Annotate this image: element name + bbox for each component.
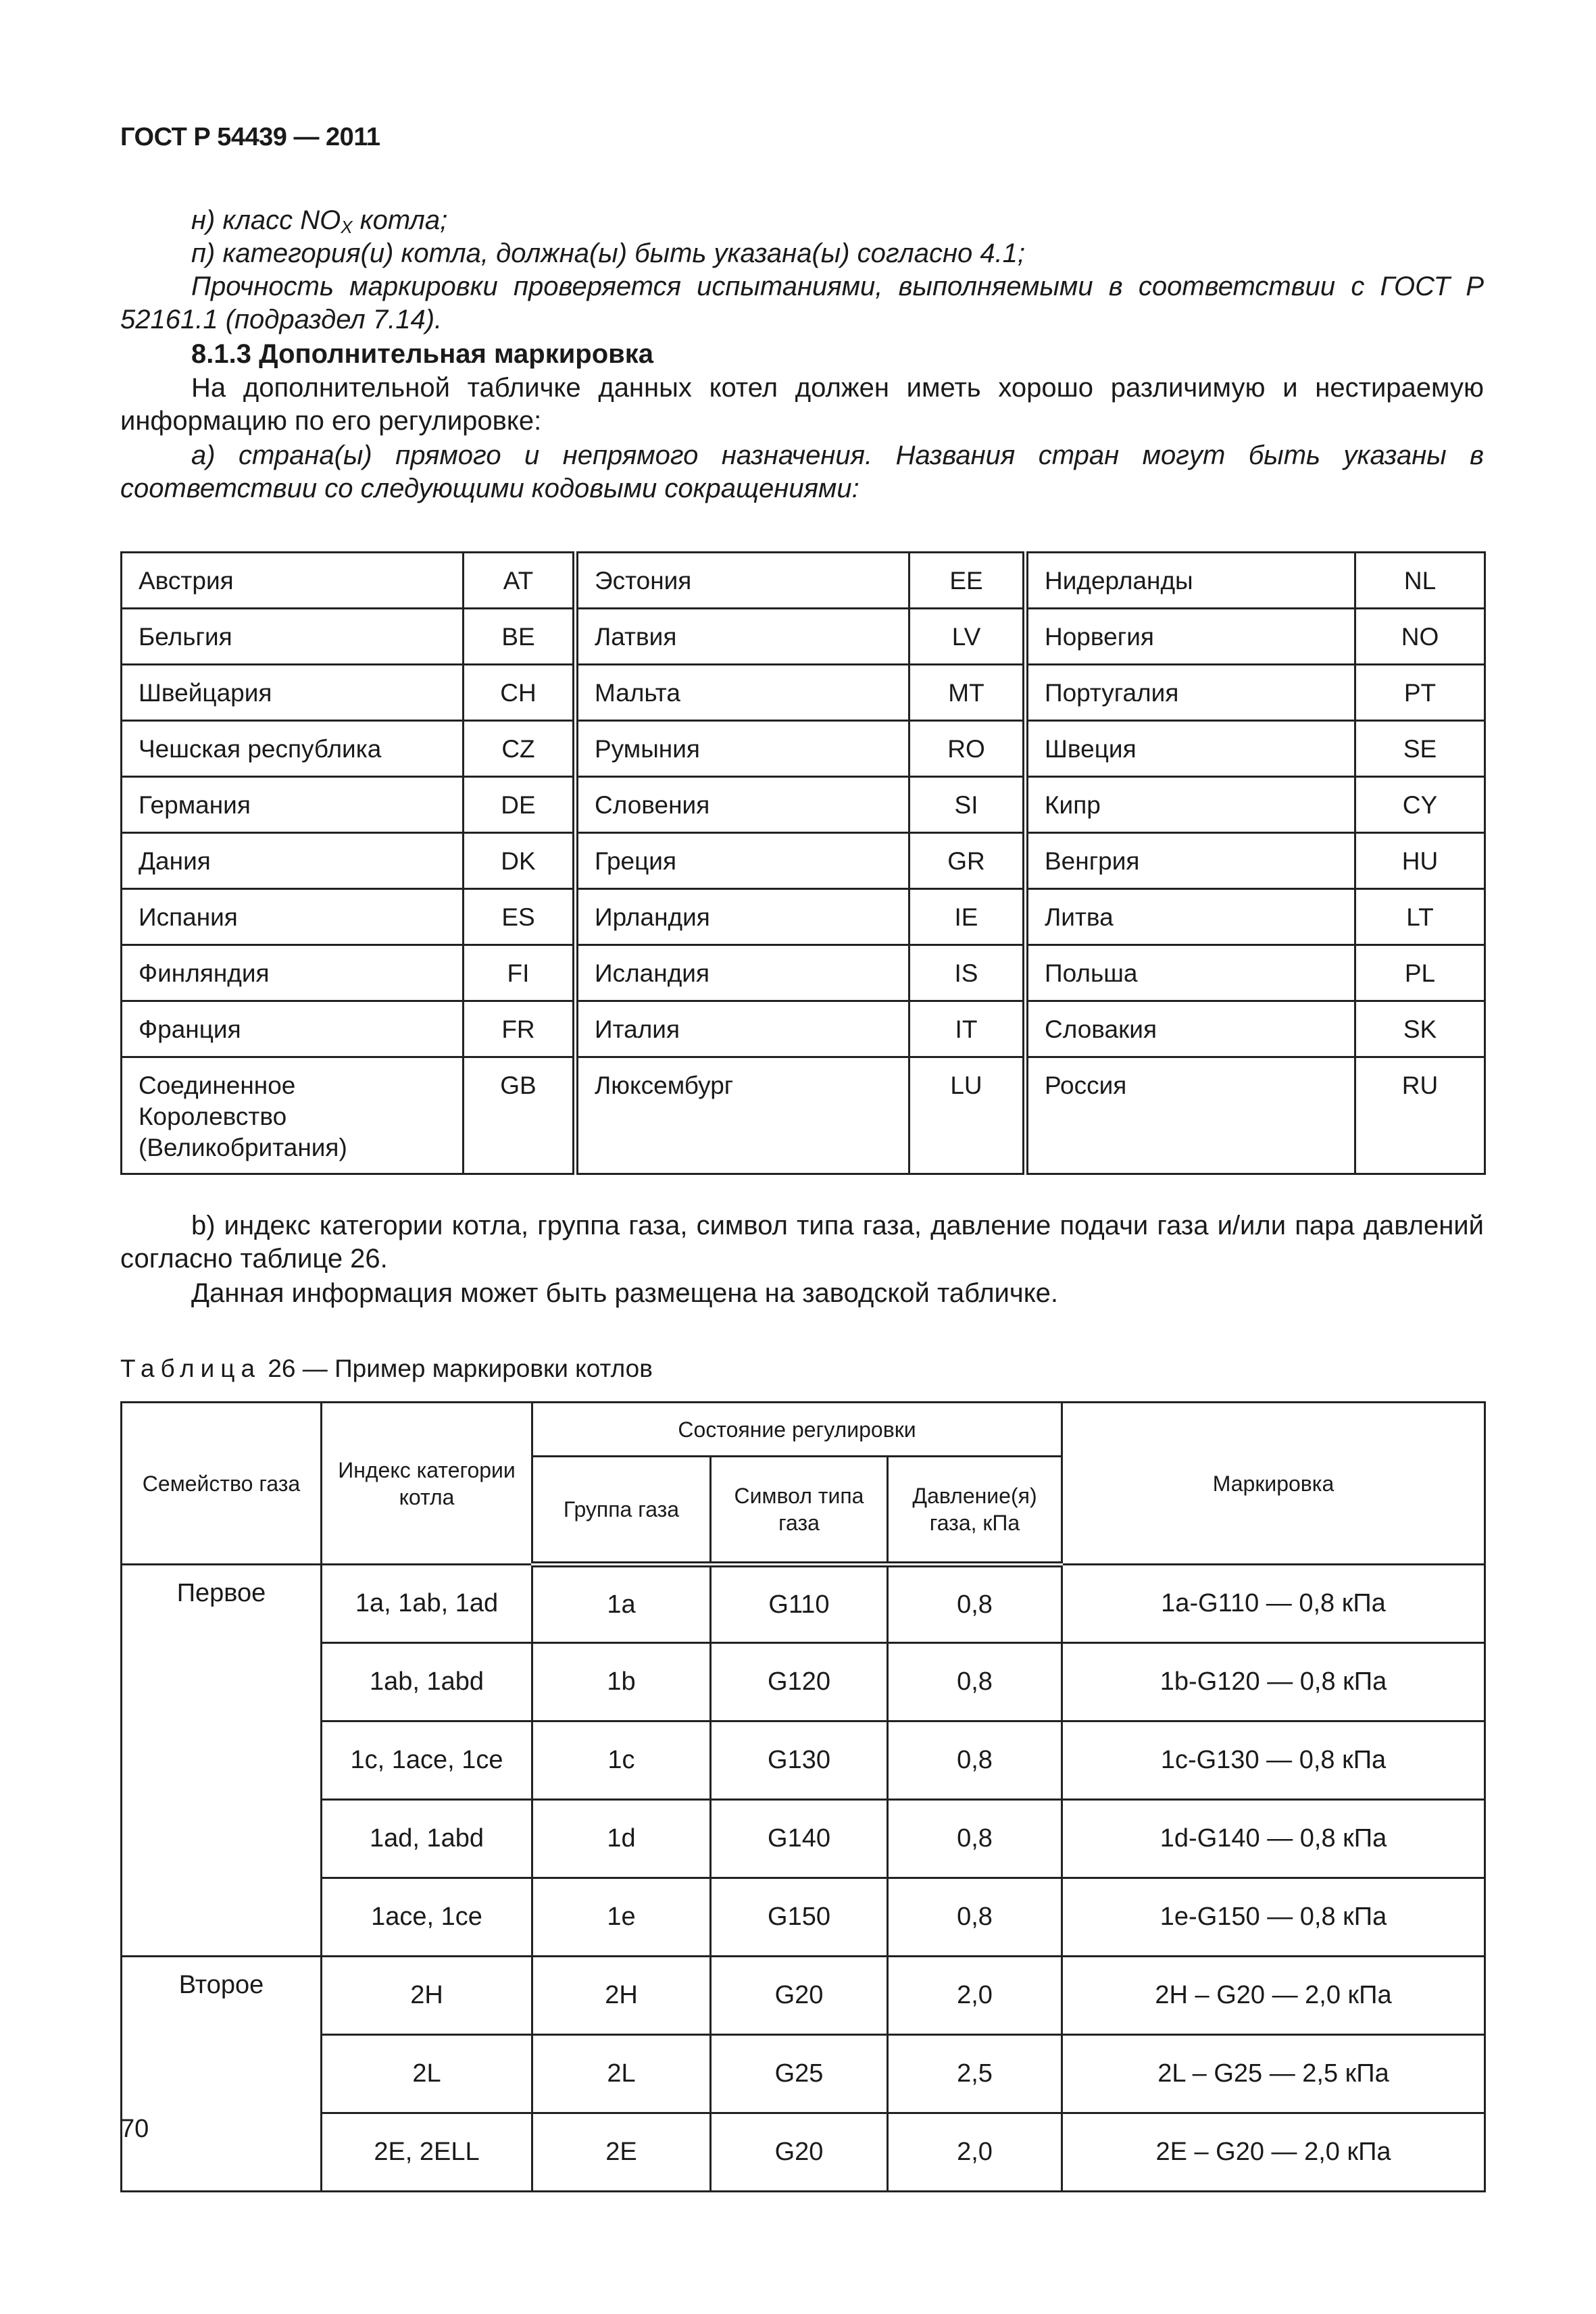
marking: 2H – G20 — 2,0 кПа xyxy=(1062,1957,1485,2035)
gas-symbol: G130 xyxy=(711,1721,888,1800)
gas-group: 1с xyxy=(532,1721,711,1800)
header-pressure: Давление(я) газа, кПа xyxy=(888,1457,1062,1565)
gas-family xyxy=(122,2035,322,2113)
country-code: PL xyxy=(1355,945,1485,1001)
marking: 1e-G150 — 0,8 кПа xyxy=(1062,1878,1485,1957)
category-index: 1аd, 1аbd xyxy=(322,1800,532,1878)
marking-row xyxy=(122,2113,1485,2192)
country-code: AT xyxy=(464,553,576,609)
gas-symbol: G110 xyxy=(711,1565,888,1643)
country-name: Россия xyxy=(1026,1057,1355,1174)
header-marking: Маркировка xyxy=(1062,1403,1485,1565)
item-n: н) класс $NO_X$ котла; xyxy=(191,205,448,237)
country-code: SE xyxy=(1355,721,1485,777)
country-code: CZ xyxy=(464,721,576,777)
table-caption: Таблица 26 — Пример маркировки котлов xyxy=(120,1355,653,1382)
gas-pressure: 2,5 xyxy=(888,2035,1062,2113)
marking-row xyxy=(122,1721,1485,1800)
header-symbol: Символ типа газа xyxy=(711,1457,888,1565)
country-name: Чешская республика xyxy=(122,721,464,777)
country-name: Литва xyxy=(1026,889,1355,945)
country-code: DE xyxy=(464,777,576,833)
gas-symbol: G25 xyxy=(711,2035,888,2113)
country-code: CH xyxy=(464,665,576,721)
country-name: Эстония xyxy=(576,553,909,609)
document-header: ГОСТ Р 54439 — 2011 xyxy=(120,123,380,151)
item-p: п) категория(и) котла, должна(ы) быть указана(ы) согласно 4.1; xyxy=(191,238,1026,268)
country-name: Венгрия xyxy=(1026,833,1355,889)
country-name: Люксембург xyxy=(576,1057,909,1174)
gas-family xyxy=(122,1800,322,1878)
page-number: 70 xyxy=(120,2115,149,2143)
gas-symbol: G150 xyxy=(711,1878,888,1957)
country-code: RO xyxy=(909,721,1026,777)
country-name: Нидерланды xyxy=(1026,553,1355,609)
country-code: NO xyxy=(1355,609,1485,665)
marking: 1b-G120 — 0,8 кПа xyxy=(1062,1643,1485,1721)
gas-family xyxy=(122,1643,322,1721)
country-code: SK xyxy=(1355,1001,1485,1057)
gas-family: Второе xyxy=(122,1957,322,2035)
gas-symbol: G120 xyxy=(711,1643,888,1721)
country-code: IS xyxy=(909,945,1026,1001)
country-code: SI xyxy=(909,777,1026,833)
country-name: Ирландия xyxy=(576,889,909,945)
gas-symbol: G20 xyxy=(711,1957,888,2035)
marking: 1c-G130 — 0,8 кПа xyxy=(1062,1721,1485,1800)
header-state: Состояние регулировки xyxy=(532,1403,1062,1457)
category-index: 2Н xyxy=(322,1957,532,2035)
country-name: Латвия xyxy=(576,609,909,665)
country-code: CY xyxy=(1355,777,1485,833)
country-row xyxy=(122,777,1485,833)
gas-pressure: 0,8 xyxy=(888,1878,1062,1957)
country-code: GR xyxy=(909,833,1026,889)
category-index: 2L xyxy=(322,2035,532,2113)
marking-table xyxy=(120,1401,1486,2192)
category-index: 1а, 1аb, 1аd xyxy=(322,1565,532,1643)
country-code: HU xyxy=(1355,833,1485,889)
country-row xyxy=(122,665,1485,721)
marking: 2E – G20 — 2,0 кПа xyxy=(1062,2113,1485,2192)
country-row xyxy=(122,721,1485,777)
gas-group: 1а xyxy=(532,1565,711,1643)
country-code: ES xyxy=(464,889,576,945)
country-row xyxy=(122,833,1485,889)
header-family: Семейство газа xyxy=(122,1403,322,1565)
item-b: b) индекс категории котла, группа газа, символ типа газа, давление подачи газа и/или пара давлений согласно таблице 26. xyxy=(120,1211,1484,1274)
country-row xyxy=(122,945,1485,1001)
country-name: Мальта xyxy=(576,665,909,721)
country-code: GB xyxy=(464,1057,576,1174)
marking-row xyxy=(122,1565,1485,1643)
marking: 1d-G140 — 0,8 кПа xyxy=(1062,1800,1485,1878)
country-row xyxy=(122,609,1485,665)
marking-row xyxy=(122,1643,1485,1721)
gas-symbol: G140 xyxy=(711,1800,888,1878)
marking-row xyxy=(122,1800,1485,1878)
header-group: Группа газа xyxy=(532,1457,711,1565)
item-a: а) страна(ы) прямого и непрямого назначения. Названия стран могут быть указаны в соответствии со следующими кодовыми сокращениями: xyxy=(120,441,1484,503)
country-code: MT xyxy=(909,665,1026,721)
marking: 1a-G110 — 0,8 кПа xyxy=(1062,1565,1485,1643)
country-name: Германия xyxy=(122,777,464,833)
country-name: Польша xyxy=(1026,945,1355,1001)
country-row xyxy=(122,553,1485,609)
country-row xyxy=(122,1001,1485,1057)
country-name: Австрия xyxy=(122,553,464,609)
gas-family xyxy=(122,1721,322,1800)
gas-symbol: G20 xyxy=(711,2113,888,2192)
gas-pressure: 0,8 xyxy=(888,1565,1062,1643)
gas-group: 1d xyxy=(532,1800,711,1878)
country-name: Соединенное Королевство (Великобритания) xyxy=(122,1057,464,1174)
section-intro: На дополнительной табличке данных котел должен иметь хорошо различимую и нестираемую информацию по его регулировке: xyxy=(120,373,1484,436)
country-name: Бельгия xyxy=(122,609,464,665)
header-index: Индекс категории котла xyxy=(322,1403,532,1565)
country-code: LT xyxy=(1355,889,1485,945)
gas-pressure: 0,8 xyxy=(888,1721,1062,1800)
gas-pressure: 0,8 xyxy=(888,1800,1062,1878)
gas-family xyxy=(122,2113,322,2192)
country-code: IT xyxy=(909,1001,1026,1057)
country-name: Италия xyxy=(576,1001,909,1057)
category-index: 1аb, 1аbd xyxy=(322,1643,532,1721)
gas-group: 2E xyxy=(532,2113,711,2192)
country-name: Румыния xyxy=(576,721,909,777)
country-code: NL xyxy=(1355,553,1485,609)
country-code: EE xyxy=(909,553,1026,609)
country-code: IE xyxy=(909,889,1026,945)
marking-row xyxy=(122,1957,1485,2035)
gas-family xyxy=(122,1878,322,1957)
country-name: Словения xyxy=(576,777,909,833)
gas-pressure: 2,0 xyxy=(888,2113,1062,2192)
country-codes-table xyxy=(120,551,1486,1175)
country-name: Испания xyxy=(122,889,464,945)
country-name: Греция xyxy=(576,833,909,889)
country-code: RU xyxy=(1355,1057,1485,1174)
gas-group: 2Н xyxy=(532,1957,711,2035)
country-name: Швеция xyxy=(1026,721,1355,777)
country-name: Франция xyxy=(122,1001,464,1057)
category-index: 1асе, 1се xyxy=(322,1878,532,1957)
country-code: DK xyxy=(464,833,576,889)
info-note: Данная информация может быть размещена на заводской табличке. xyxy=(191,1278,1059,1308)
gas-family: Первое xyxy=(122,1565,322,1643)
country-name: Финляндия xyxy=(122,945,464,1001)
country-code: LV xyxy=(909,609,1026,665)
gas-group: 1b xyxy=(532,1643,711,1721)
country-name: Дания xyxy=(122,833,464,889)
marking-row xyxy=(122,2035,1485,2113)
country-code: LU xyxy=(909,1057,1026,1174)
country-name: Словакия xyxy=(1026,1001,1355,1057)
gas-group: 2L xyxy=(532,2035,711,2113)
section-title: 8.1.3 Дополнительная маркировка xyxy=(191,339,654,369)
country-code: FI xyxy=(464,945,576,1001)
country-code: FR xyxy=(464,1001,576,1057)
strength-note: Прочность маркировки проверяется испытаниями, выполняемыми в соответствии с ГОСТ Р 52161.1 (подраздел 7.14). xyxy=(120,272,1484,334)
country-name: Норвегия xyxy=(1026,609,1355,665)
category-index: 1с, 1асе, 1се xyxy=(322,1721,532,1800)
marking-row xyxy=(122,1878,1485,1957)
marking: 2L – G25 — 2,5 кПа xyxy=(1062,2035,1485,2113)
country-name: Кипр xyxy=(1026,777,1355,833)
country-code: PT xyxy=(1355,665,1485,721)
country-name: Португалия xyxy=(1026,665,1355,721)
country-row xyxy=(122,1057,1485,1174)
country-row xyxy=(122,889,1485,945)
country-name: Исландия xyxy=(576,945,909,1001)
category-index: 2E, 2ELL xyxy=(322,2113,532,2192)
country-code: BE xyxy=(464,609,576,665)
gas-pressure: 2,0 xyxy=(888,1957,1062,2035)
country-name: Швейцария xyxy=(122,665,464,721)
gas-group: 1е xyxy=(532,1878,711,1957)
gas-pressure: 0,8 xyxy=(888,1643,1062,1721)
